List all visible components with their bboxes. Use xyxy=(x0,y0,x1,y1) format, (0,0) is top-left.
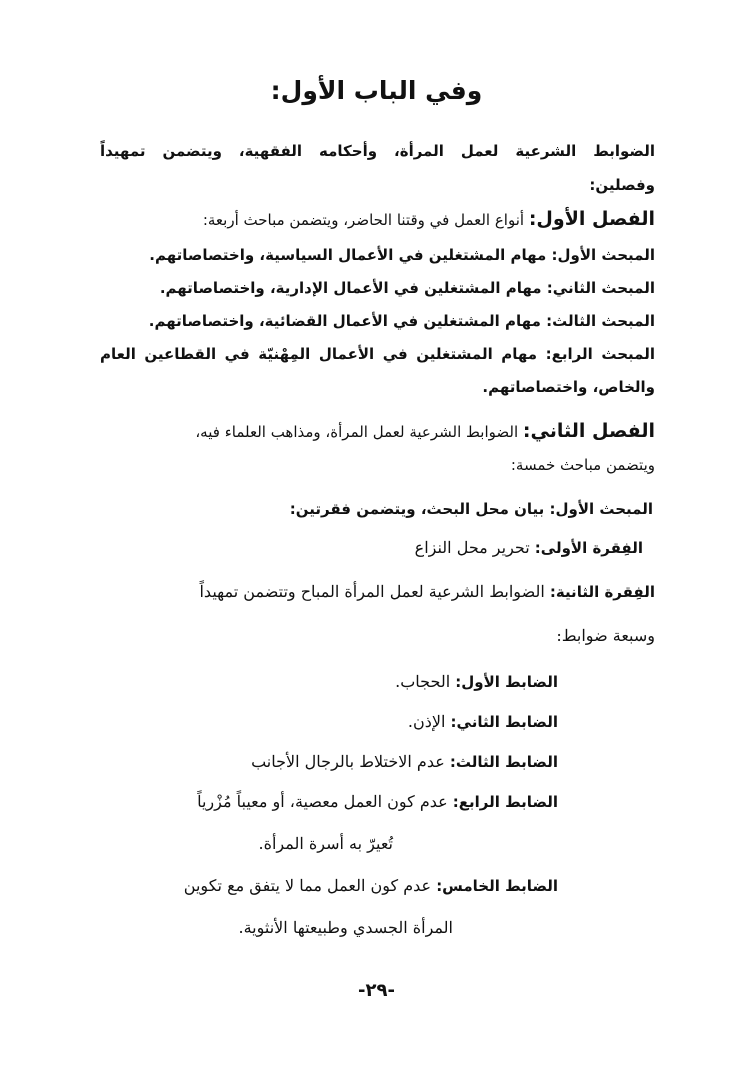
chapter1-topic-3: المبحث الثالث: مهام المشتغلين في الأعمال القضائية، واختصاصاتهم. xyxy=(148,312,655,330)
control-4-cont: تُعيرّ به أسرة المرأة. xyxy=(258,834,393,853)
control-5 xyxy=(100,876,558,895)
intro-line-2: وفصلين: xyxy=(589,176,655,194)
chapter2-line-2: ويتضمن مباحث خمسة: xyxy=(510,456,655,474)
chapter2-text: الضوابط الشرعية لعمل المرأة، ومذاهب العلماء فيه، xyxy=(195,423,523,441)
control-2-label: الضابط الثاني: xyxy=(450,713,558,731)
control-5-cont: المرأة الجسدي وطبيعتها الأنثوية. xyxy=(238,918,453,937)
section-heading: وفي الباب الأول: xyxy=(270,76,483,105)
intro-line-1: الضوابط الشرعية لعمل المرأة، وأحكامه الفقهية، ويتضمن تمهيداً xyxy=(100,142,655,160)
chapter1-topic-4-cont: والخاص، واختصاصاتهم. xyxy=(482,378,655,396)
chapter2-label: الفصل الثاني: xyxy=(522,420,655,442)
chapter1-topic-4: المبحث الرابع: مهام المشتغلين في الأعمال المِهْنيّة في القطاعين العام xyxy=(100,345,655,363)
para2-cont: وسبعة ضوابط: xyxy=(556,626,655,645)
para2-label: الفِقرة الثانية: xyxy=(549,583,655,601)
control-4 xyxy=(100,792,558,811)
control-2-text: الإذن. xyxy=(407,712,451,731)
para2-line xyxy=(100,582,655,601)
control-1-label: الضابط الأول: xyxy=(455,673,558,691)
para2-text: الضوابط الشرعية لعمل المرأة المباح وتتضمن تمهيداً xyxy=(199,582,550,601)
chapter1-topic-1: المبحث الأول: مهام المشتغلين في الأعمال السياسية، واختصاصاتهم. xyxy=(149,246,655,264)
chapter1-text: أنواع العمل في وقتنا الحاضر، ويتضمن مباحث أربعة: xyxy=(202,211,529,229)
control-3 xyxy=(100,752,558,771)
chapter1-line xyxy=(100,208,655,230)
control-1 xyxy=(100,672,558,691)
control-5-text: عدم كون العمل مما لا يتفق مع تكوين xyxy=(183,876,437,895)
control-2 xyxy=(100,712,558,731)
control-5-label: الضابط الخامس: xyxy=(436,877,558,895)
para1-text: تحرير محل النزاع xyxy=(414,538,535,557)
chapter1-label: الفصل الأول: xyxy=(528,208,655,230)
control-4-label: الضابط الرابع: xyxy=(452,793,558,811)
para1-line xyxy=(100,538,643,557)
chapter2-line xyxy=(100,420,655,442)
chapter1-topic-2: المبحث الثاني: مهام المشتغلين في الأعمال الإدارية، واختصاصاتهم. xyxy=(159,279,655,297)
control-1-text: الحجاب. xyxy=(395,672,456,691)
page-number: -٢٩- xyxy=(358,980,395,1001)
control-3-text: عدم الاختلاط بالرجال الأجانب xyxy=(251,752,450,771)
chapter2-topic-1: المبحث الأول: بيان محل البحث، ويتضمن فقرتين: xyxy=(289,500,653,518)
control-3-label: الضابط الثالث: xyxy=(449,753,558,771)
para1-label: الفِقرة الأولى: xyxy=(534,539,643,557)
control-4-text: عدم كون العمل معصية، أو معيباً مُزْرياً xyxy=(197,792,453,811)
